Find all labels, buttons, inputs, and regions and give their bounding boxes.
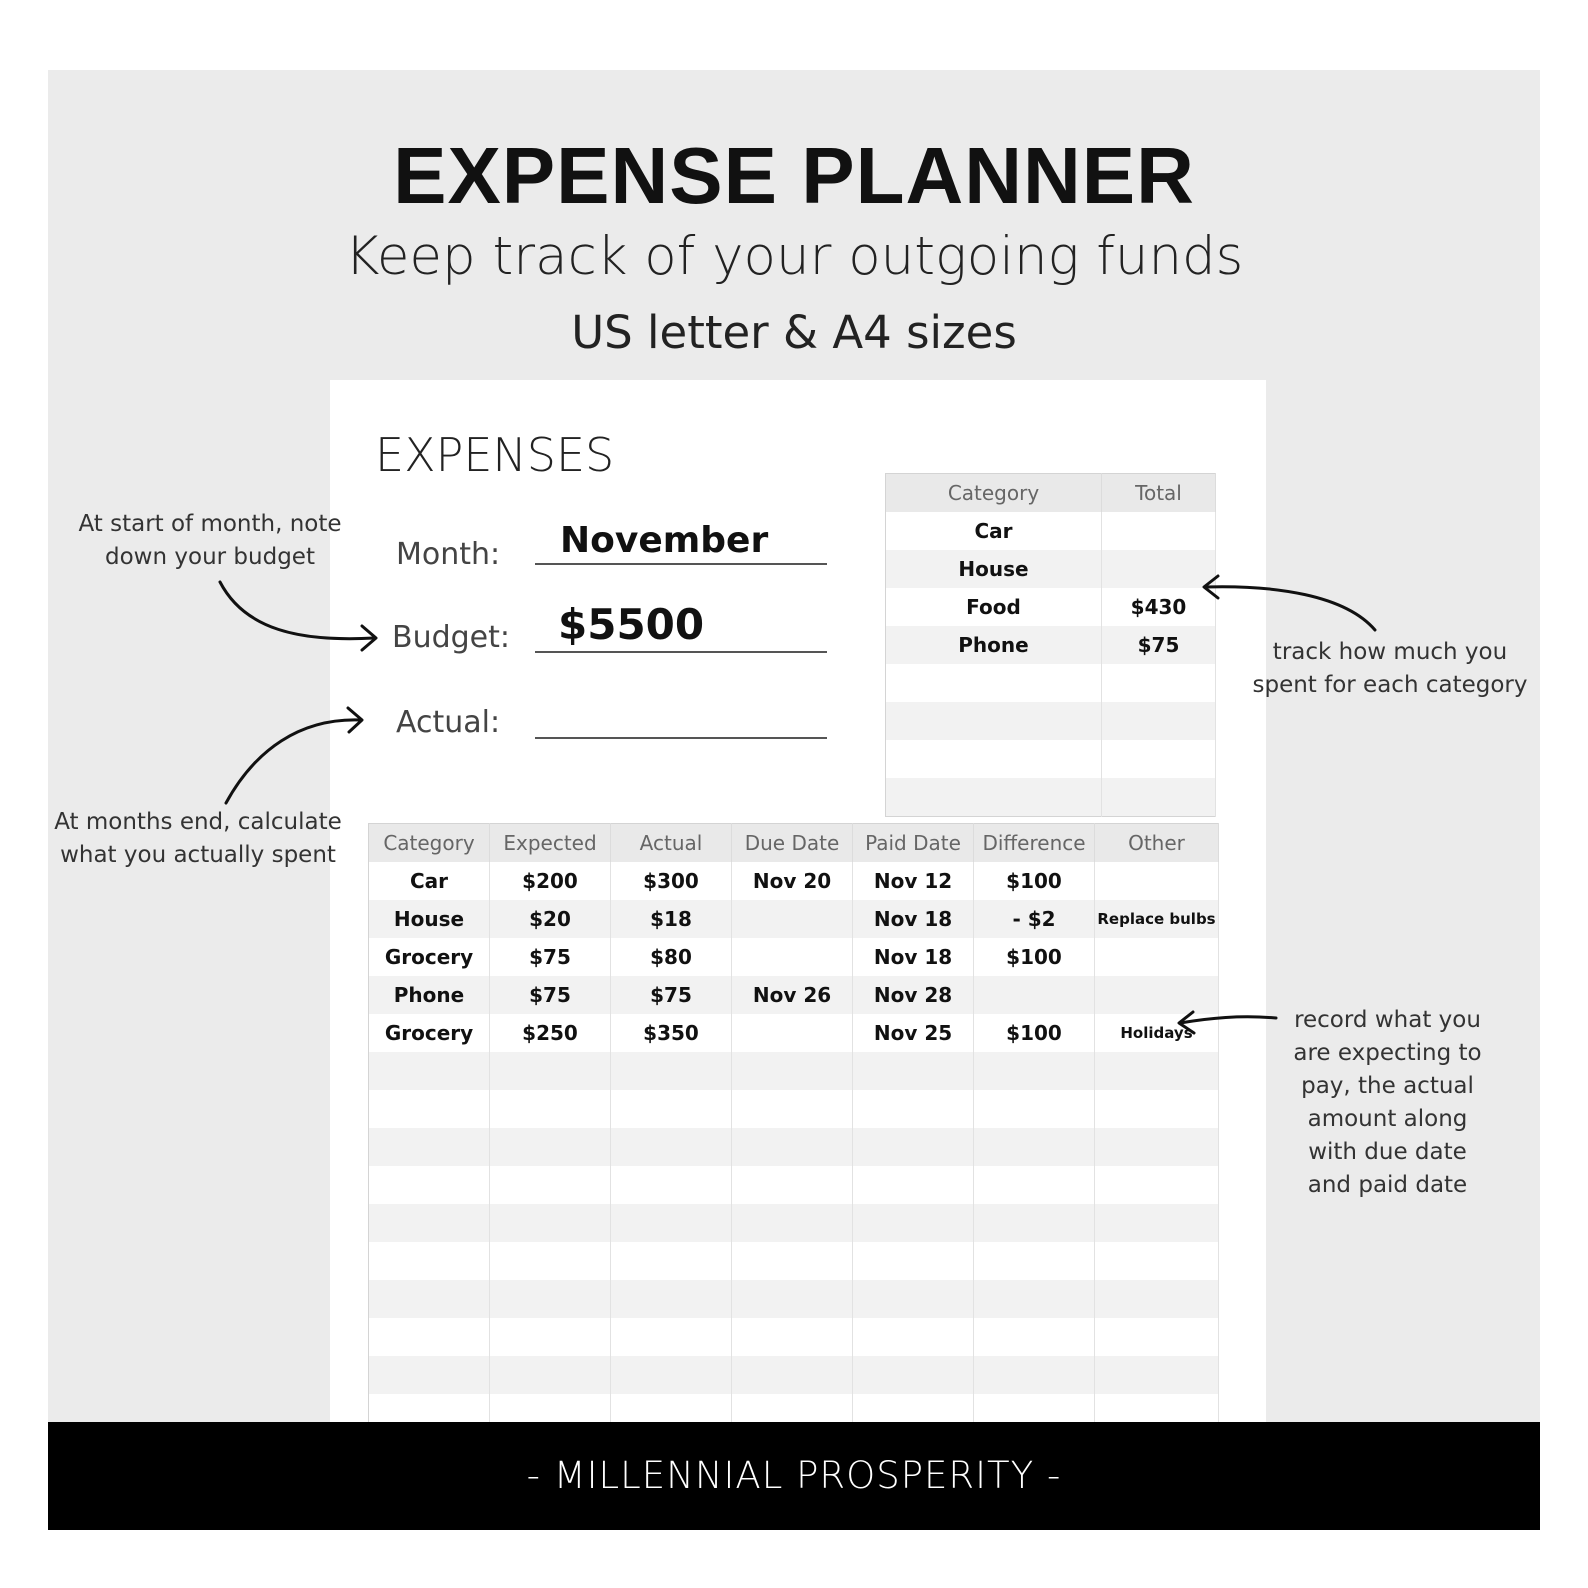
expense-cell[interactable]: Phone xyxy=(369,976,490,1014)
expense-cell[interactable]: Nov 12 xyxy=(853,862,974,900)
annotation-line: spent for each category xyxy=(1252,672,1528,698)
summary-cell[interactable]: Food xyxy=(886,588,1102,626)
expense-cell[interactable]: - $2 xyxy=(974,900,1095,938)
annotation-line: At start of month, note xyxy=(78,511,342,537)
expense-cell[interactable]: $350 xyxy=(611,1014,732,1052)
expense-cell[interactable]: Nov 28 xyxy=(853,976,974,1014)
expense-cell[interactable]: Car xyxy=(369,862,490,900)
annotation-line: amount along xyxy=(1307,1106,1468,1132)
expense-cell[interactable]: $75 xyxy=(490,938,611,976)
expense-cell[interactable]: $250 xyxy=(490,1014,611,1052)
expense-cell[interactable]: Nov 18 xyxy=(853,900,974,938)
category-arrow-icon xyxy=(1205,587,1375,630)
annotation-line: down your budget xyxy=(105,544,315,570)
expense-cell[interactable]: $100 xyxy=(974,938,1095,976)
expense-cell[interactable]: Nov 18 xyxy=(853,938,974,976)
annotation-line: record what you xyxy=(1294,1007,1481,1033)
page-subtitle: Keep track of your outgoing funds xyxy=(344,226,1244,287)
annotation-line: what you actually spent xyxy=(60,842,336,868)
expense-cell[interactable]: $75 xyxy=(611,976,732,1014)
summary-header-cell: Category xyxy=(886,474,1102,513)
expense-cell[interactable]: House xyxy=(369,900,490,938)
expense-cell[interactable]: $18 xyxy=(611,900,732,938)
expense-header-cell: Due Date xyxy=(732,824,853,863)
sizes-note: US letter & A4 sizes xyxy=(571,306,1017,359)
record-arrow-icon xyxy=(1180,1017,1276,1023)
budget-label: Budget: xyxy=(392,620,511,655)
budget-value[interactable]: $5500 xyxy=(558,600,705,649)
expense-cell[interactable]: $75 xyxy=(490,976,611,1014)
annotation-line: and paid date xyxy=(1307,1172,1468,1198)
summary-cell[interactable]: Phone xyxy=(886,626,1102,664)
expense-cell[interactable]: Grocery xyxy=(369,1014,490,1052)
expense-cell[interactable]: Holidays xyxy=(1095,1014,1219,1052)
expense-cell[interactable]: Nov 26 xyxy=(732,976,853,1014)
summary-header-cell: Total xyxy=(1102,474,1216,513)
expense-cell[interactable]: $300 xyxy=(611,862,732,900)
annotation-line: track how much you xyxy=(1272,639,1508,665)
annotation-line: pay, the actual xyxy=(1301,1073,1474,1099)
expense-header-cell: Other xyxy=(1095,824,1219,863)
sheet-heading: EXPENSES xyxy=(375,428,615,482)
expense-cell[interactable]: $100 xyxy=(974,862,1095,900)
summary-cell[interactable]: House xyxy=(886,550,1102,588)
budget-arrow-icon xyxy=(220,582,374,639)
expense-cell[interactable]: Replace bulbs xyxy=(1095,900,1219,938)
summary-cell[interactable]: $75 xyxy=(1102,626,1216,664)
expense-cell[interactable]: $20 xyxy=(490,900,611,938)
annotation-line: At months end, calculate xyxy=(54,809,342,835)
annotation-line: are expecting to xyxy=(1293,1040,1482,1066)
summary-cell[interactable]: Car xyxy=(886,512,1102,550)
actual-arrow-icon xyxy=(226,720,360,803)
expense-header-cell: Expected xyxy=(490,824,611,863)
footer-brand: - MILLENNIAL PROSPERITY - xyxy=(48,1422,1540,1530)
annotation-line: with due date xyxy=(1308,1139,1467,1165)
expense-cell[interactable]: Nov 20 xyxy=(732,862,853,900)
expense-header-cell: Category xyxy=(369,824,490,863)
expense-header-cell: Difference xyxy=(974,824,1095,863)
month-value[interactable]: November xyxy=(560,520,769,561)
expense-cell[interactable]: Grocery xyxy=(369,938,490,976)
expense-cell[interactable]: $80 xyxy=(611,938,732,976)
expense-header-cell: Paid Date xyxy=(853,824,974,863)
expense-cell[interactable]: $200 xyxy=(490,862,611,900)
expense-cell[interactable]: Nov 25 xyxy=(853,1014,974,1052)
page-title: EXPENSE PLANNER xyxy=(393,131,1195,220)
expense-cell[interactable]: $100 xyxy=(974,1014,1095,1052)
summary-cell[interactable]: $430 xyxy=(1102,588,1216,626)
month-label: Month: xyxy=(396,537,501,572)
expense-header-cell: Actual xyxy=(611,824,732,863)
actual-label: Actual: xyxy=(396,705,501,740)
